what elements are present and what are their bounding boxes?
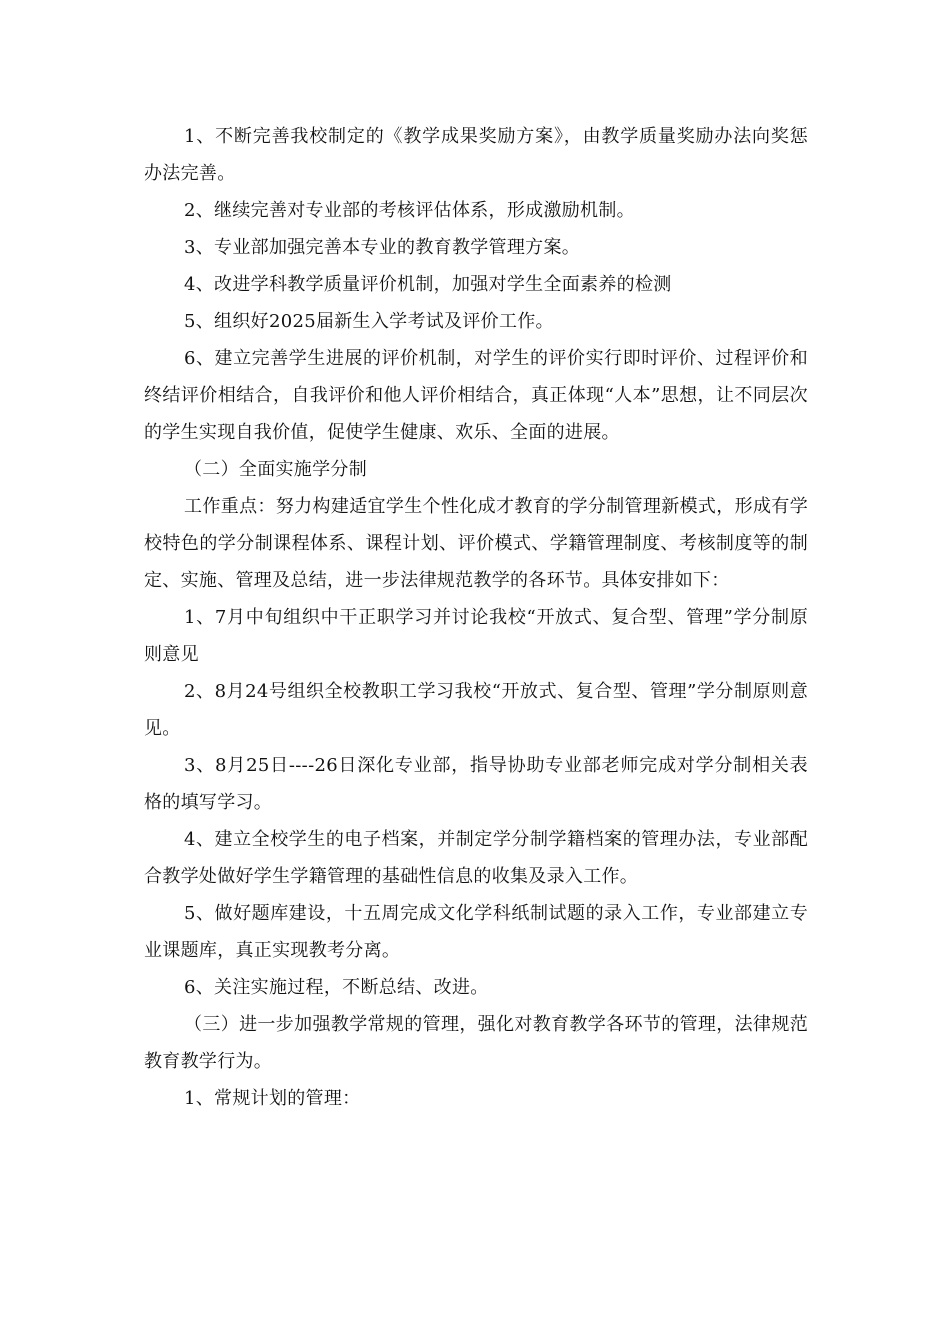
paragraph: 4、建立全校学生的电子档案，并制定学分制学籍档案的管理办法，专业部配合教学处做好学生学籍管理的基础性信息的收集及录入工作。 (144, 829, 808, 887)
paragraph: 3、8月25日----26日深化专业部，指导协助专业部老师完成对学分制相关表格的填写学习。 (144, 755, 808, 813)
paragraph: 2、8月24号组织全校教职工学习我校“开放式、复合型、管理”学分制原则意见。 (144, 681, 808, 739)
paragraph: 3、专业部加强完善本专业的教育教学管理方案。 (184, 237, 581, 258)
paragraph: 2、继续完善对专业部的考核评估体系，形成激励机制。 (184, 200, 635, 221)
section-heading: （二）全面实施学分制 (184, 459, 367, 480)
paragraph: 5、做好题库建设，十五周完成文化学科纸制试题的录入工作，专业部建立专业课题库，真正实现教考分离。 (144, 903, 808, 961)
paragraph: 6、关注实施过程，不断总结、改进。 (184, 977, 489, 998)
document-body (144, 118, 808, 1117)
paragraph: 1、不断完善我校制定的《教学成果奖励方案》，由教学质量奖励办法向奖惩办法完善。 (144, 126, 808, 184)
paragraph: 4、改进学科教学质量评价机制，加强对学生全面素养的检测 (184, 274, 672, 295)
paragraph: 6、建立完善学生进展的评价机制，对学生的评价实行即时评价、过程评价和终结评价相结合，自我评价和他人评价相结合，真正体现“人本”思想，让不同层次的学生实现自我价值，促使学生健康、欢乐、全面的进展。 (144, 348, 808, 443)
paragraph: 1、常规计划的管理： (184, 1088, 361, 1109)
paragraph: 1、7月中旬组织中干正职学习并讨论我校“开放式、复合型、管理”学分制原则意见 (144, 607, 808, 665)
paragraph: 工作重点：努力构建适宜学生个性化成才教育的学分制管理新模式，形成有学校特色的学分制课程体系、课程计划、评价模式、学籍管理制度、考核制度等的制定、实施、管理及总结，进一步法律规范教学的各环节。具体安排如下： (144, 496, 808, 591)
section-heading: （三）进一步加强教学常规的管理，强化对教育教学各环节的管理，法律规范教育教学行为。 (144, 1014, 808, 1072)
paragraph: 5、组织好2025届新生入学考试及评价工作。 (184, 311, 554, 332)
